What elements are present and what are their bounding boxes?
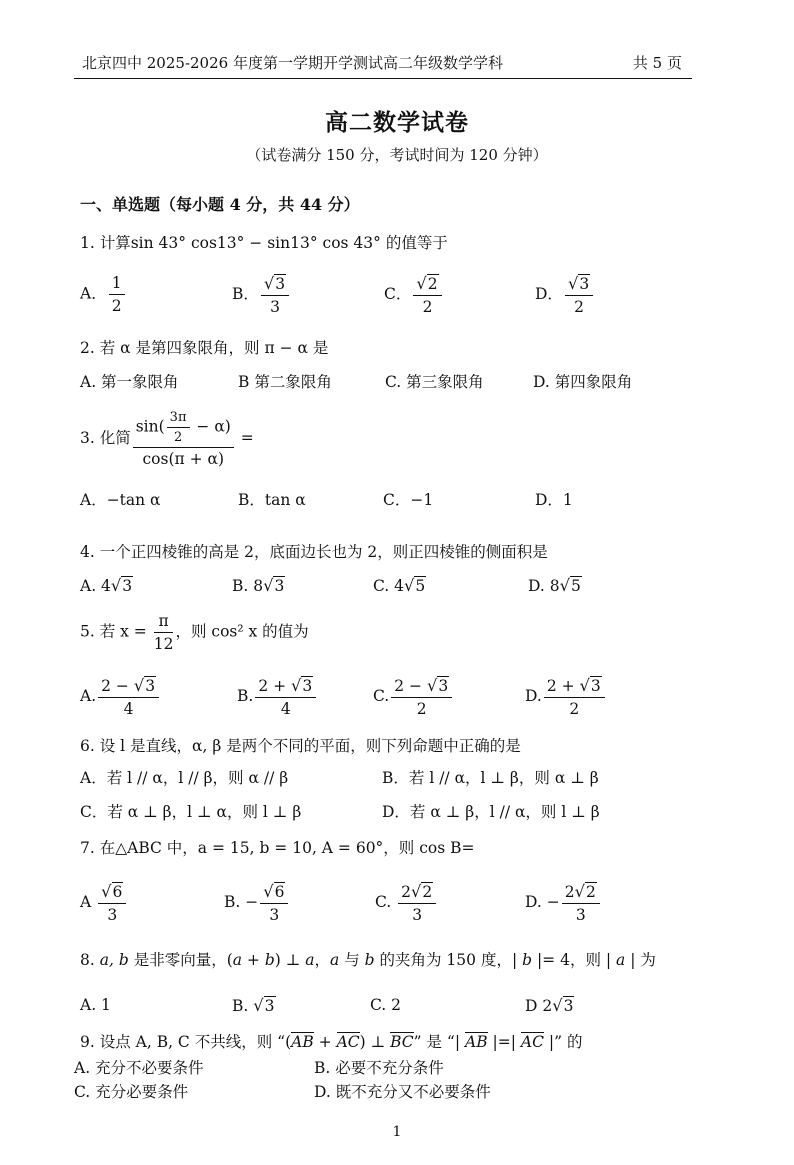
q3-inner-den: 2 [173,430,183,445]
q5-c-rad: 3 [438,677,449,695]
q9-m3: ” 是 “| [413,1033,466,1051]
q9-option-d: D. 既不充分又不必要条件 [314,1083,491,1101]
q7-b-rad: 6 [274,883,285,901]
q4-b-label: B. 8 [232,577,264,595]
q1-d-frac: $\frac{√3}{2}$ [565,274,593,316]
q1-b-den: 3 [270,298,280,316]
q3-num: 3. 化简 [80,429,131,447]
q2-option-a: A. 第一象限角 [80,373,179,391]
q7-c-den: 3 [412,906,423,924]
q8-t4: ， [314,951,331,969]
q1-d-label: D． [535,285,563,303]
q3-den: cos(π + α) [142,450,225,468]
q3-option-a: A．−tan α [80,491,161,509]
q5-d-num: 2 + [546,677,580,695]
q9-option-b: B. 必要不充分条件 [314,1059,444,1077]
q6-option-d: D．若 α ⊥ β，l // α，则 l ⊥ β [382,803,600,821]
question-1 [80,231,448,253]
question-7: 7. 在△ABC 中，a = 15, b = 10, A = 60°，则 cos B= [80,839,475,857]
q4-c-label: C. 4 [373,577,405,595]
q5-post: ，则 cos² x 的值为 [175,622,309,641]
q4-c-rad: 5 [415,577,426,595]
q5-num: π [154,612,174,633]
q8-vec-b1: b [264,951,275,969]
q8-vectors: a, b [99,951,129,969]
q8-vec-a4: a [616,951,626,969]
q1-option-d [535,274,595,316]
question-2: 2. 若 α 是第四象限角，则 π − α 是 [80,339,329,357]
q1-a-den: 2 [111,297,122,315]
exam-subtitle: （试卷满分 150 分，考试时间为 120 分钟） [246,146,548,164]
q5-option-c [373,676,454,718]
q8-t7: |= 4，则 | [532,951,617,969]
q2-option-c: C. 第三象限角 [385,373,484,391]
q5-b-den: 4 [280,700,291,718]
q1-a-label: A． [80,284,107,303]
q3-num-post: − α) [191,417,231,436]
q4-option-b: B. 8√3 [232,576,285,595]
q5-frac [154,612,174,653]
q4-option-d: D. 8√5 [528,576,581,595]
q1-b-frac: $\frac{√3}{3}$ [261,274,289,316]
header-school: 北京四中 2025-2026 年度第一学期开学测试高二年级数学学科 [82,54,503,72]
q9-option-c: C. 充分必要条件 [74,1083,189,1101]
q3-option-d: D．1 [535,491,573,509]
question-3 [80,410,254,468]
q6-option-b: B．若 l // α，l ⊥ β，则 α ⊥ β [382,769,599,787]
q8-t5: 与 [339,951,365,969]
q7-b-label: B. − [224,893,259,911]
q7-c-coef: 2 [401,883,412,901]
q4-option-a: A. 4√3 [80,576,133,595]
q7-c-label: C. [375,893,392,911]
q1-d-den: 2 [574,298,584,316]
exam-title: 高二数学试卷 [325,109,469,136]
q3-inner-num: 3π [167,410,190,428]
q5-a-rad: 3 [145,677,156,695]
question-6: 6. 设 l 是直线，α, β 是两个不同的平面，则下列命题中正确的是 [80,737,521,755]
q5-a-num: 2 − [101,677,134,695]
q4-d-label: D. 8 [528,577,560,595]
q8-t3: ) ⊥ [274,951,306,969]
q8-vec-b3: b [522,951,533,969]
q6-option-c: C．若 α ⊥ β，l ⊥ α，则 l ⊥ β [80,803,302,821]
q5-d-rad: 3 [590,677,601,695]
q3-eq: = [235,429,254,447]
q1-c-frac: $\frac{√2}{2}$ [413,274,441,316]
q2-option-d: D. 第四象限角 [533,373,633,391]
q9-option-a: A. 充分不必要条件 [74,1059,204,1077]
q3-option-b: B．tan α [238,491,306,509]
q5-a-label: A. [80,687,97,705]
q1-num: 1. 计算 [80,234,131,252]
q7-d-rad: 2 [585,883,596,901]
q5-c-frac: $\frac{2 - √3}{2}$ [391,676,452,718]
q7-c-frac: $\frac{2√2}{3}$ [398,882,436,924]
q7-d-coef: 2 [564,883,575,901]
q8-vec-a3: a [330,951,340,969]
q6-option-a: A．若 l // α，l // β，则 α // β [80,769,289,787]
q9-vec-ac2: AC [520,1033,544,1051]
q1-c-den: 2 [422,298,433,316]
q7-option-b [224,882,290,924]
q7-b-frac: $\frac{√6}{3}$ [260,882,288,924]
q9-m2: ) ⊥ [359,1033,391,1051]
page-header [74,48,692,79]
q7-b-den: 3 [269,906,280,924]
q9-m1: + [313,1033,337,1051]
q8-b-rad: 3 [264,997,275,1015]
q7-c-rad: 2 [422,883,433,901]
q8-d-label: D 2 [525,997,553,1015]
q4-a-label: A. 4 [80,577,111,595]
q7-a-frac: $\frac{√6}{3}$ [98,882,126,924]
q3-frac [133,410,234,468]
q8-t1: 是非零向量，( [128,951,233,969]
q4-b-rad: 3 [274,577,285,595]
q7-a-label: A [80,893,92,911]
q8-t2: + [242,951,265,969]
q5-option-b [237,676,318,718]
q5-b-label: B. [237,687,254,705]
q8-vec-a2: a [305,951,315,969]
q8-vec-a1: a [232,951,242,969]
q8-d-rad: 3 [563,997,574,1015]
q5-den: 12 [153,635,174,653]
q7-d-frac: $\frac{2√2}{3}$ [562,882,600,924]
q5-a-frac: $\frac{2 - √3}{4}$ [98,676,159,718]
q5-b-rad: 3 [302,677,313,695]
q5-a-den: 4 [123,700,134,718]
q5-b-num: 2 + [258,677,292,695]
q9-m4: |=| [487,1033,521,1051]
question-9 [80,1030,582,1052]
q8-option-a: A. 1 [80,996,111,1014]
q8-num: 8. [80,951,95,969]
q1-a-num: 1 [109,274,125,295]
q8-option-d: D 2√3 [525,996,574,1015]
q2-option-b: B 第二象限角 [238,373,332,391]
q1-option-b [232,274,291,316]
q4-d-rad: 5 [570,577,581,595]
q9-m5: |” 的 [543,1033,583,1051]
q3-inner-frac [167,410,190,445]
q8-vec-b2: b [364,951,375,969]
q1-tail: 的值等于 [380,234,448,252]
q5-option-a [80,676,161,718]
header-pages: 共 5 页 [632,54,682,72]
q9-vec-ab: AB [291,1033,314,1051]
q8-option-c: C. 2 [370,996,402,1014]
q5-pre: 5. 若 x = [80,622,152,641]
question-5 [80,612,309,653]
q5-d-den: 2 [569,700,580,718]
q4-a-rad: 3 [122,577,133,595]
q5-c-den: 2 [416,700,427,718]
question-8 [80,948,656,970]
q9-vec-ac: AC [336,1033,360,1051]
q1-option-a [80,274,127,315]
q5-b-frac: $\frac{2 + √3}{4}$ [255,676,316,718]
q1-c-rad: 2 [427,275,438,293]
section-heading: 一、单选题（每小题 4 分，共 44 分） [80,195,360,214]
q8-option-b: B. √3 [232,996,275,1015]
q7-a-rad: 6 [112,883,123,901]
q5-c-label: C. [373,687,390,705]
q7-option-a [80,882,128,924]
q9-vec-bc: BC [390,1033,414,1051]
q8-b-label: B. [232,997,249,1015]
q9-vec-ab2: AB [465,1033,488,1051]
q7-option-d [525,882,602,924]
q5-d-label: D. [525,687,542,705]
q3-option-c: C．−1 [383,491,434,509]
q7-a-den: 3 [107,906,118,924]
q1-expr: sin 43° cos13° − sin13° cos 43° [130,234,381,252]
q7-d-den: 3 [575,906,586,924]
q1-b-rad: 3 [275,275,286,293]
q3-num-pre: sin( [135,417,165,436]
q1-option-c [384,274,444,316]
q4-option-c: C. 4√5 [373,576,426,595]
question-4: 4. 一个正四棱锥的高是 2，底面边长也为 2，则正四棱锥的侧面积是 [80,543,548,561]
q5-option-d [525,676,607,718]
q1-d-rad: 3 [579,275,590,293]
q1-a-frac [109,274,125,315]
page-number: 1 [392,1124,402,1140]
q7-option-c [375,882,438,924]
q9-pre: 9. 设点 A, B, C 不共线，则 “( [80,1033,292,1051]
q5-d-frac: $\frac{2 + √3}{2}$ [544,676,605,718]
q1-b-label: B． [232,285,259,303]
q8-t8: | 为 [625,951,656,969]
q7-d-label: D. − [525,893,560,911]
q8-t6: 的夹角为 150 度，| [374,951,523,969]
q5-c-num: 2 − [394,677,427,695]
q1-c-label: C． [384,285,412,303]
